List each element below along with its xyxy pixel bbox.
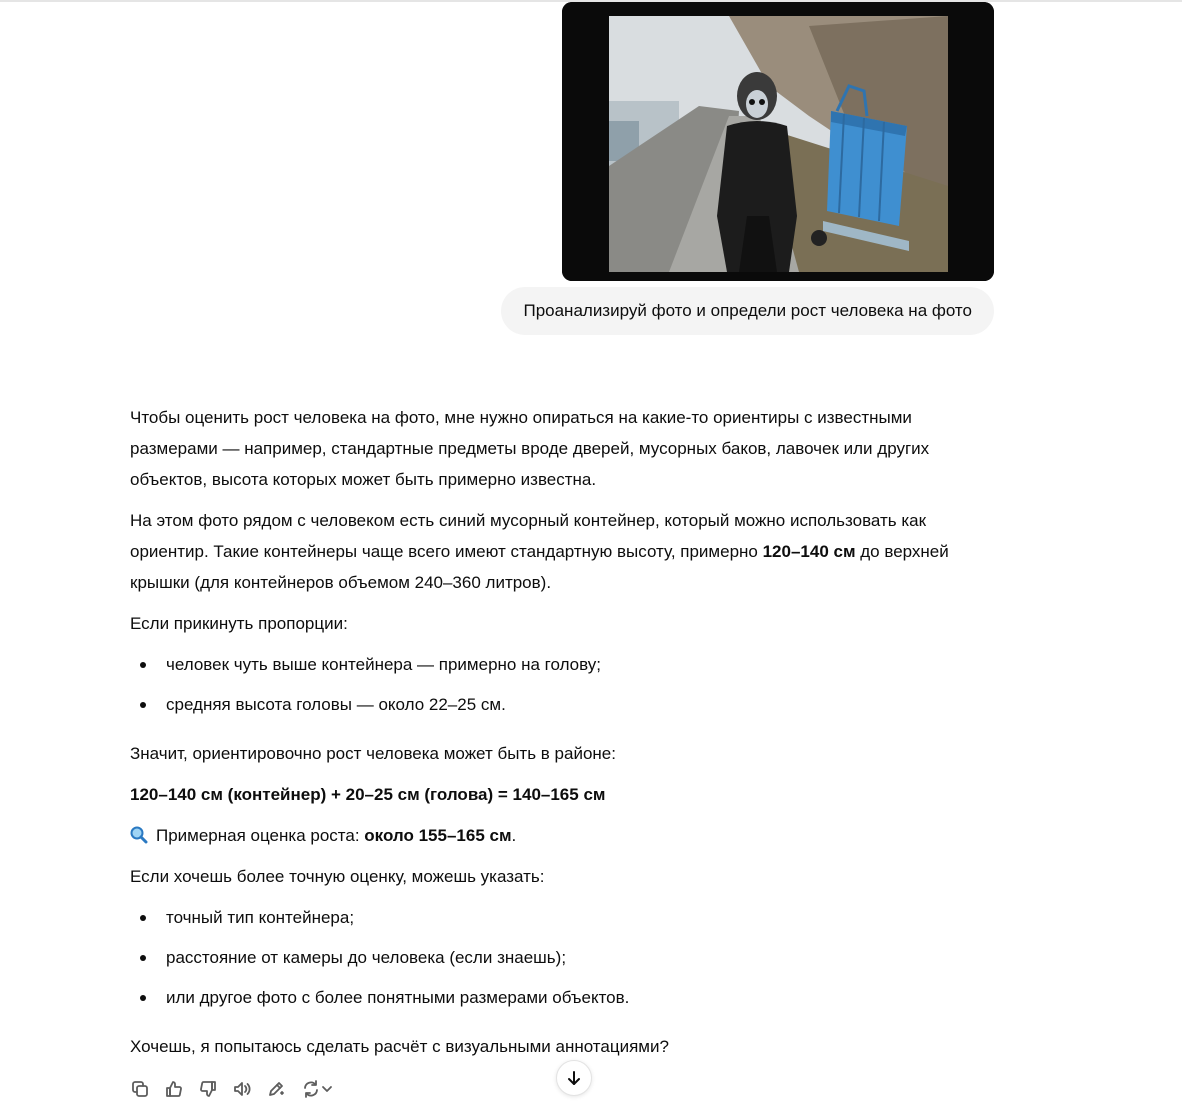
chevron-down-icon — [321, 1083, 333, 1095]
suggestions-list — [130, 902, 1000, 1013]
copy-icon — [130, 1079, 150, 1099]
regenerate-button[interactable] — [300, 1079, 334, 1099]
answer-paragraph-6: Хочешь, я попытаюсь сделать расчёт с визуальными аннотациями? — [130, 1037, 669, 1056]
edit-button[interactable] — [266, 1079, 286, 1099]
message-actions-toolbar — [130, 1076, 334, 1102]
thumbs-down-button[interactable] — [198, 1079, 218, 1099]
assistant-message — [130, 402, 1000, 1072]
answer-paragraph-1: Чтобы оценить рост человека на фото, мне нужно опираться на какие-то ориентиры с известными размерами — например, стандартные предметы вроде дверей, мусорных баков, лавочек или других объектов, высота которых может быть примерно известна. — [130, 408, 930, 489]
answer-paragraph-2-end: до верхней крышки (для контейнеров объемом 240–360 литров). — [130, 542, 949, 592]
arrow-down-icon — [565, 1069, 583, 1087]
estimate-line: Примерная оценка роста: около 155–165 см. — [130, 820, 1000, 851]
answer-paragraph-5: Если хочешь более точную оценку, можешь указать: — [130, 867, 545, 886]
edit-icon — [266, 1079, 286, 1099]
read-aloud-button[interactable] — [232, 1079, 252, 1099]
scroll-to-bottom-button[interactable] — [556, 1060, 592, 1096]
thumbs-up-button[interactable] — [164, 1079, 184, 1099]
bullet-icon — [140, 702, 146, 708]
user-message-bubble — [501, 287, 994, 335]
bullet-icon — [140, 915, 146, 921]
bullet-icon — [140, 995, 146, 1001]
thumbs-down-icon — [198, 1079, 218, 1099]
list-item: средняя высота головы — около 22–25 см. — [130, 689, 1000, 720]
list-item: точный тип контейнера; — [130, 902, 1000, 933]
attached-photo[interactable] — [562, 2, 994, 281]
regenerate-icon — [301, 1079, 321, 1099]
list-item: человек чуть выше контейнера — примерно на голову; — [130, 649, 1000, 680]
bullet-icon — [140, 662, 146, 668]
proportions-list — [130, 649, 1000, 720]
estimate-value: около 155–165 см — [364, 826, 512, 845]
photo-image — [562, 2, 994, 281]
answer-paragraph-3: Если прикинуть пропорции: — [130, 614, 348, 633]
list-item: расстояние от камеры до человека (если знаешь); — [130, 942, 1000, 973]
bullet-icon — [140, 955, 146, 961]
thumbs-up-icon — [164, 1079, 184, 1099]
magnifier-icon — [130, 823, 148, 841]
user-message-text: Проанализируй фото и определи рост человека на фото — [523, 301, 972, 320]
container-height-bold: 120–140 см — [762, 542, 856, 561]
answer-paragraph-2-start: На этом фото рядом с человеком есть синий мусорный контейнер, который можно использовать как ориентир. Такие контейнеры чаще всего имеют стандартную высоту, примерно — [130, 511, 927, 561]
answer-paragraph-4: Значит, ориентировочно рост человека может быть в районе: — [130, 744, 616, 763]
list-item: или другое фото с более понятными размерами объектов. — [130, 982, 1000, 1013]
formula: 120–140 см (контейнер) + 20–25 см (голова) = 140–165 см — [130, 785, 606, 804]
speaker-icon — [232, 1079, 252, 1099]
copy-button[interactable] — [130, 1079, 150, 1099]
answer-paragraph-2 — [130, 505, 1000, 598]
